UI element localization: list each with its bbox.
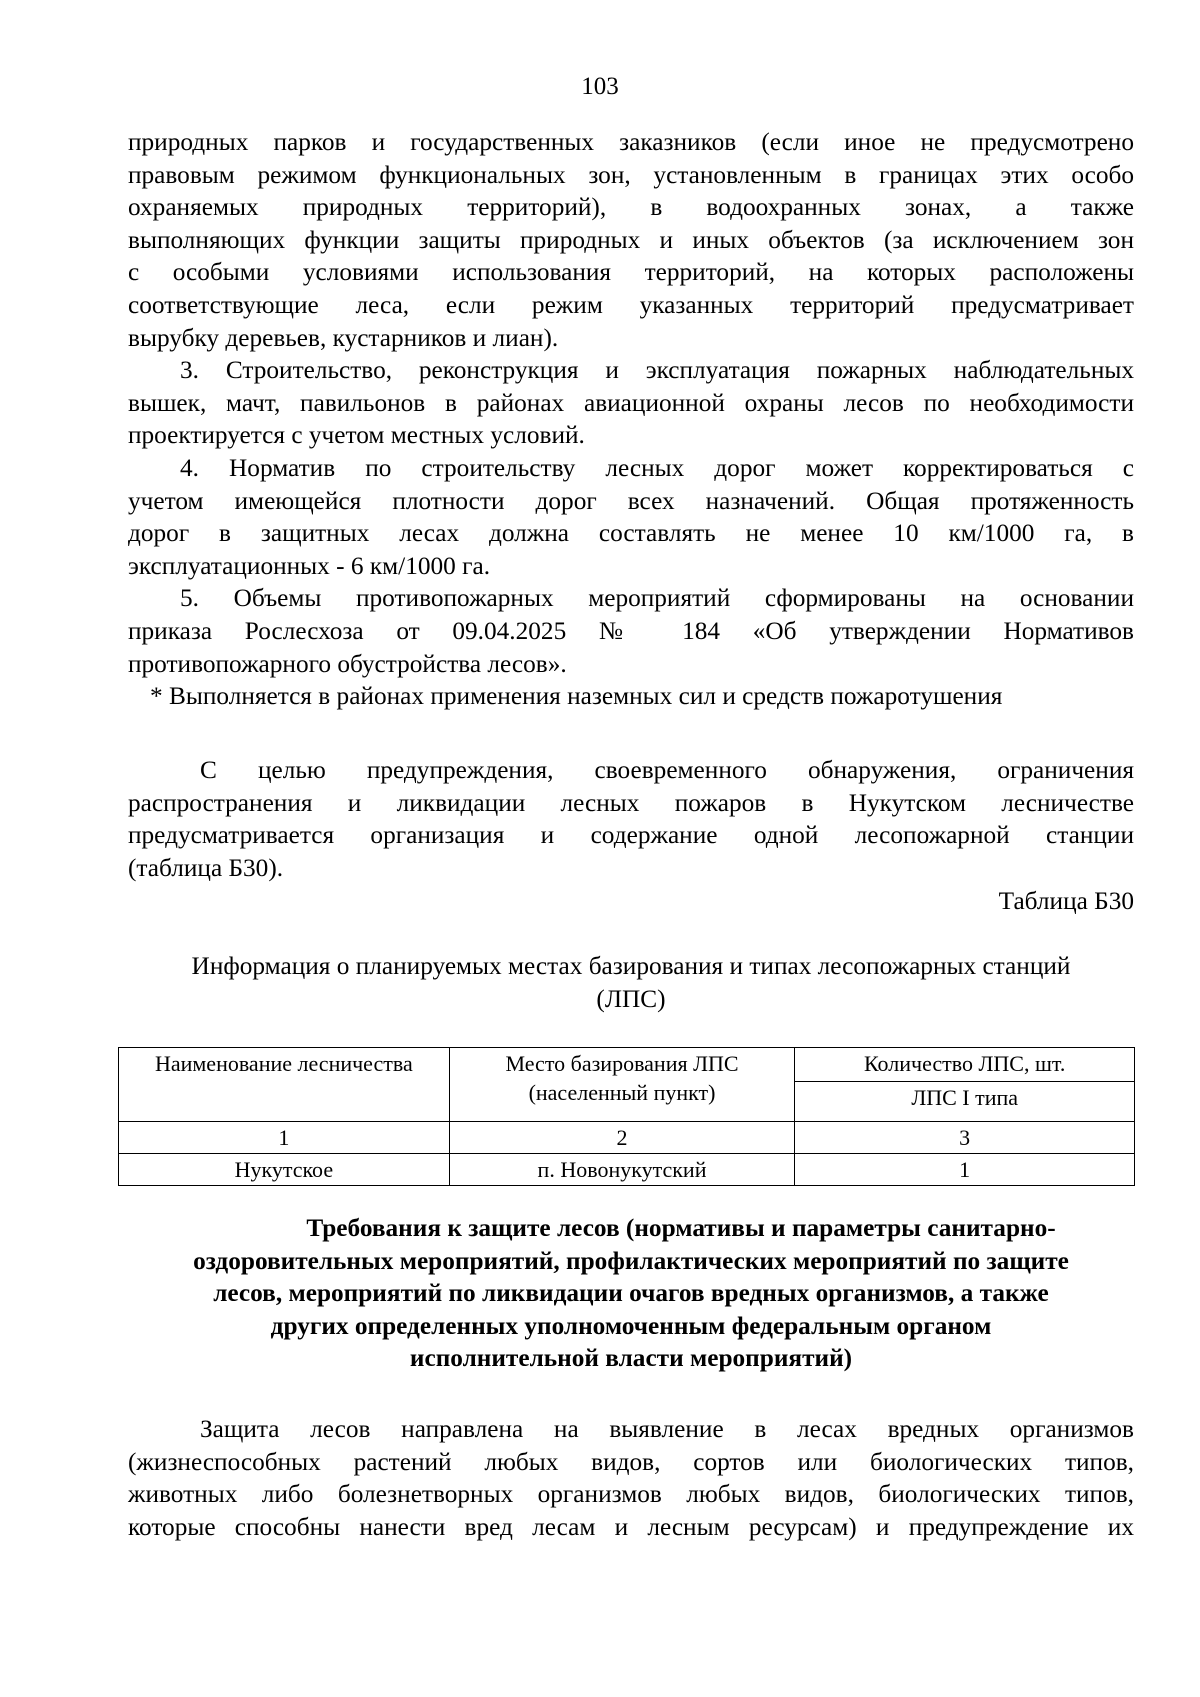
header-base [449, 1048, 795, 1122]
intro-paragraph [128, 754, 1134, 884]
heading-line: исполнительной власти мероприятий) [409, 1344, 853, 1373]
heading-line: оздоровительных мероприятий, профилактических мероприятий по защите [193, 1246, 1069, 1275]
text-line: распространения и ликвидации лесных пожаров в Нукутском лесничестве [128, 788, 1134, 817]
text-line: эксплуатационных - 6 км/1000 га. [128, 551, 491, 580]
paragraph-continuation [128, 126, 1134, 713]
lps-table [118, 1047, 1135, 1186]
section-heading [128, 1212, 1134, 1375]
cell-forestry: Нукутское [119, 1154, 450, 1186]
footnote: * Выполняется в районах применения наземных сил и средств пожаротушения [150, 682, 1003, 711]
text-line: с особыми условиями использования территорий, на которых расположены [128, 258, 1134, 287]
cell-count: 1 [795, 1154, 1135, 1186]
text-line: выполняющих функции защиты природных и иных объектов (за исключением зон [128, 225, 1134, 254]
heading-line: лесов, мероприятий по ликвидации очагов вредных организмов, а также [213, 1279, 1049, 1308]
table-row [119, 1154, 1135, 1186]
text-line: соответствующие леса, если режим указанных территорий предусматривает [128, 290, 1134, 319]
header-base-line: Место базирования ЛПС [505, 1051, 739, 1076]
text-line: животных либо болезнетворных организмов любых видов, биологических типов, [128, 1480, 1134, 1509]
text-line: вышек, мачт, павильонов в районах авиационной охраны лесов по необходимости [128, 388, 1134, 417]
table-caption: Таблица Б30 [998, 887, 1134, 915]
text-line: противопожарного обустройства лесов». [128, 649, 567, 678]
header-count: Количество ЛПС, шт. [795, 1048, 1135, 1082]
heading-line: других определенных уполномоченным федеральным органом [270, 1311, 992, 1340]
item-5-line: 5. Объемы противопожарных мероприятий сформированы на основании [180, 584, 1134, 613]
cell-base: п. Новонукутский [449, 1154, 795, 1186]
text-line: учетом имеющейся плотности дорог всех назначений. Общая протяженность [128, 486, 1134, 515]
text-line: Защита лесов направлена на выявление в лесах вредных организмов [200, 1415, 1134, 1443]
text-line: правовым режимом функциональных зон, установленным в границах этих особо [128, 160, 1134, 189]
column-number: 2 [449, 1122, 795, 1154]
table-title-line: Информация о планируемых местах базирования и типах лесопожарных станций [191, 952, 1071, 980]
text-line: предусматривается организация и содержание одной лесопожарной станции [128, 821, 1134, 850]
text-line: дорог в защитных лесах должна составлять не менее 10 км/1000 га, в [128, 519, 1134, 548]
text-line: (таблица Б30). [128, 853, 284, 882]
text-line: приказа Рослесхоза от 09.04.2025 № 184 «Об утверждении Нормативов [128, 616, 1134, 645]
text-line: которые способны нанести вред лесам и лесным ресурсам) и предупреждение их [128, 1512, 1134, 1541]
text-line: природных парков и государственных заказников (если иное не предусмотрено [128, 128, 1134, 156]
heading-line: Требования к защите лесов (нормативы и параметры санитарно- [306, 1214, 1056, 1242]
header-count-sub: ЛПС I типа [795, 1082, 1135, 1122]
protection-paragraph [128, 1413, 1134, 1543]
text-line: (жизнеспособных растений любых видов, сортов или биологических типов, [128, 1447, 1134, 1476]
column-number: 3 [795, 1122, 1135, 1154]
item-4-line: 4. Норматив по строительству лесных дорог может корректироваться с [180, 453, 1134, 482]
text-line: С целью предупреждения, своевременного обнаружения, ограничения [200, 756, 1134, 784]
header-forestry: Наименование лесничества [119, 1048, 450, 1122]
text-line: проектируется с учетом местных условий. [128, 421, 585, 450]
text-line: охраняемых природных территорий), в водоохранных зонах, а также [128, 193, 1134, 222]
column-number: 1 [119, 1122, 450, 1154]
text-line: вырубку деревьев, кустарников и лиан). [128, 323, 559, 352]
item-3-line: 3. Строительство, реконструкция и эксплуатация пожарных наблюдательных [180, 356, 1134, 385]
page-number: 103 [581, 73, 619, 100]
table-title-line: (ЛПС) [596, 984, 666, 1013]
header-base-line: (населенный пункт) [528, 1080, 716, 1105]
table-title [128, 950, 1134, 1015]
